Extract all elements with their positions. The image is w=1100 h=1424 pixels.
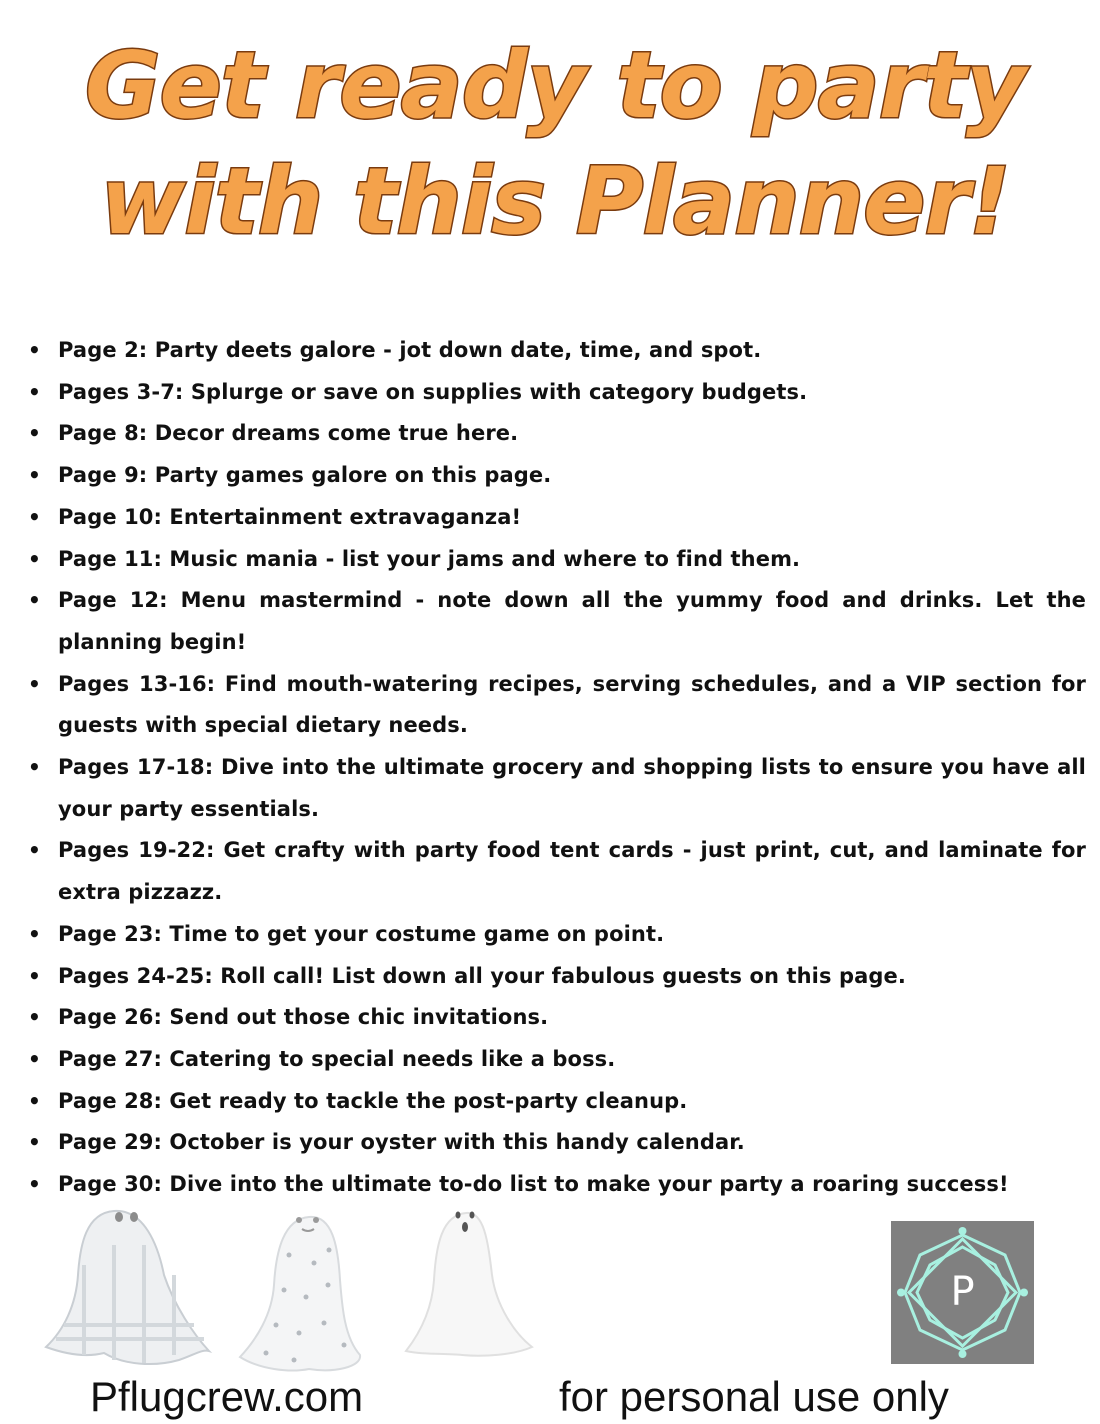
bullet-icon: • [28,588,41,613]
dotted-ghost-icon [240,1217,360,1371]
usage-note: for personal use only [559,1373,949,1420]
ghost-illustrations [44,1205,544,1385]
bullet-icon: • [28,921,41,946]
bullet-icon: • [28,1046,41,1071]
title-line-2: with this Planner! [100,148,1010,255]
list-item-text: Pages 24-25: Roll call! List down all your fabulous guests on this page. [58,963,906,988]
list-item [28,997,1086,1039]
website-link[interactable]: Pflugcrew.com [90,1373,364,1420]
list-item-text: Page 30: Dive into the ultimate to-do list to make your party a roaring success! [58,1172,1009,1197]
bullet-icon: • [28,1172,41,1197]
list-item [28,455,1086,497]
bullet-icon: • [28,671,41,696]
list-item-text: Pages 19-22: Get crafty with party food tent cards - just print, cut, and laminate for extra pizzazz. [58,838,1086,905]
brand-logo [891,1221,1034,1364]
list-item [28,413,1086,455]
logo-letter: P [950,1269,975,1315]
list-item-text: Page 2: Party deets galore - jot down date, time, and spot. [58,338,762,362]
bullet-icon: • [28,755,41,780]
list-item [28,372,1086,414]
ghost-group-icon [44,1205,544,1385]
bullet-icon: • [28,546,41,571]
bullet-icon: • [28,1130,41,1155]
bullet-icon: • [28,838,41,863]
list-item-text: Page 10: Entertainment extravaganza! [58,504,522,529]
bullet-icon: • [28,504,41,529]
page-title [30,28,1080,260]
list-item [28,664,1086,747]
list-item [28,1039,1086,1081]
list-item [28,330,1086,372]
title-line-1: Get ready to party [84,32,1026,139]
list-item [28,580,1086,663]
page-list [28,330,1086,1206]
bullet-icon: • [28,463,41,488]
list-item [28,747,1086,830]
bullet-icon: • [28,421,41,446]
list-item [28,914,1086,956]
list-item-text: Pages 13-16: Find mouth-watering recipes, serving schedules, and a VIP section for guests with special dietary needs. [58,671,1086,738]
list-item-text: Page 27: Catering to special needs like a boss. [58,1046,616,1071]
list-item [28,497,1086,539]
list-item [28,539,1086,581]
list-item-text: Page 12: Menu mastermind - note down all the yummy food and drinks. Let the planning begin! [58,588,1086,654]
list-item [28,830,1086,913]
bullet-icon: • [28,1088,41,1113]
list-item-text: Page 29: October is your oyster with this handy calendar. [58,1130,745,1155]
list-item-text: Page 26: Send out those chic invitations. [58,1005,549,1030]
plaid-ghost-icon [46,1211,209,1364]
bullet-icon: • [28,338,41,362]
bullet-icon: • [28,1005,41,1030]
list-item-text: Page 28: Get ready to tackle the post-party cleanup. [58,1088,688,1113]
plain-ghost-icon [406,1212,532,1356]
list-item-text: Page 9: Party games galore on this page. [58,463,552,488]
list-item [28,1122,1086,1164]
list-item [28,1164,1086,1206]
bullet-icon: • [28,963,41,988]
bullet-icon: • [28,379,41,404]
list-item-text: Pages 17-18: Dive into the ultimate grocery and shopping lists to ensure you have all your party essentials. [58,755,1086,821]
list-item-text: Page 11: Music mania - list your jams and where to find them. [58,546,801,571]
list-item-text: Pages 3-7: Splurge or save on supplies with category budgets. [58,379,808,404]
list-item-text: Page 23: Time to get your costume game on point. [58,921,665,946]
list-item-text: Page 8: Decor dreams come true here. [58,421,519,446]
list-item [28,956,1086,998]
list-item [28,1081,1086,1123]
